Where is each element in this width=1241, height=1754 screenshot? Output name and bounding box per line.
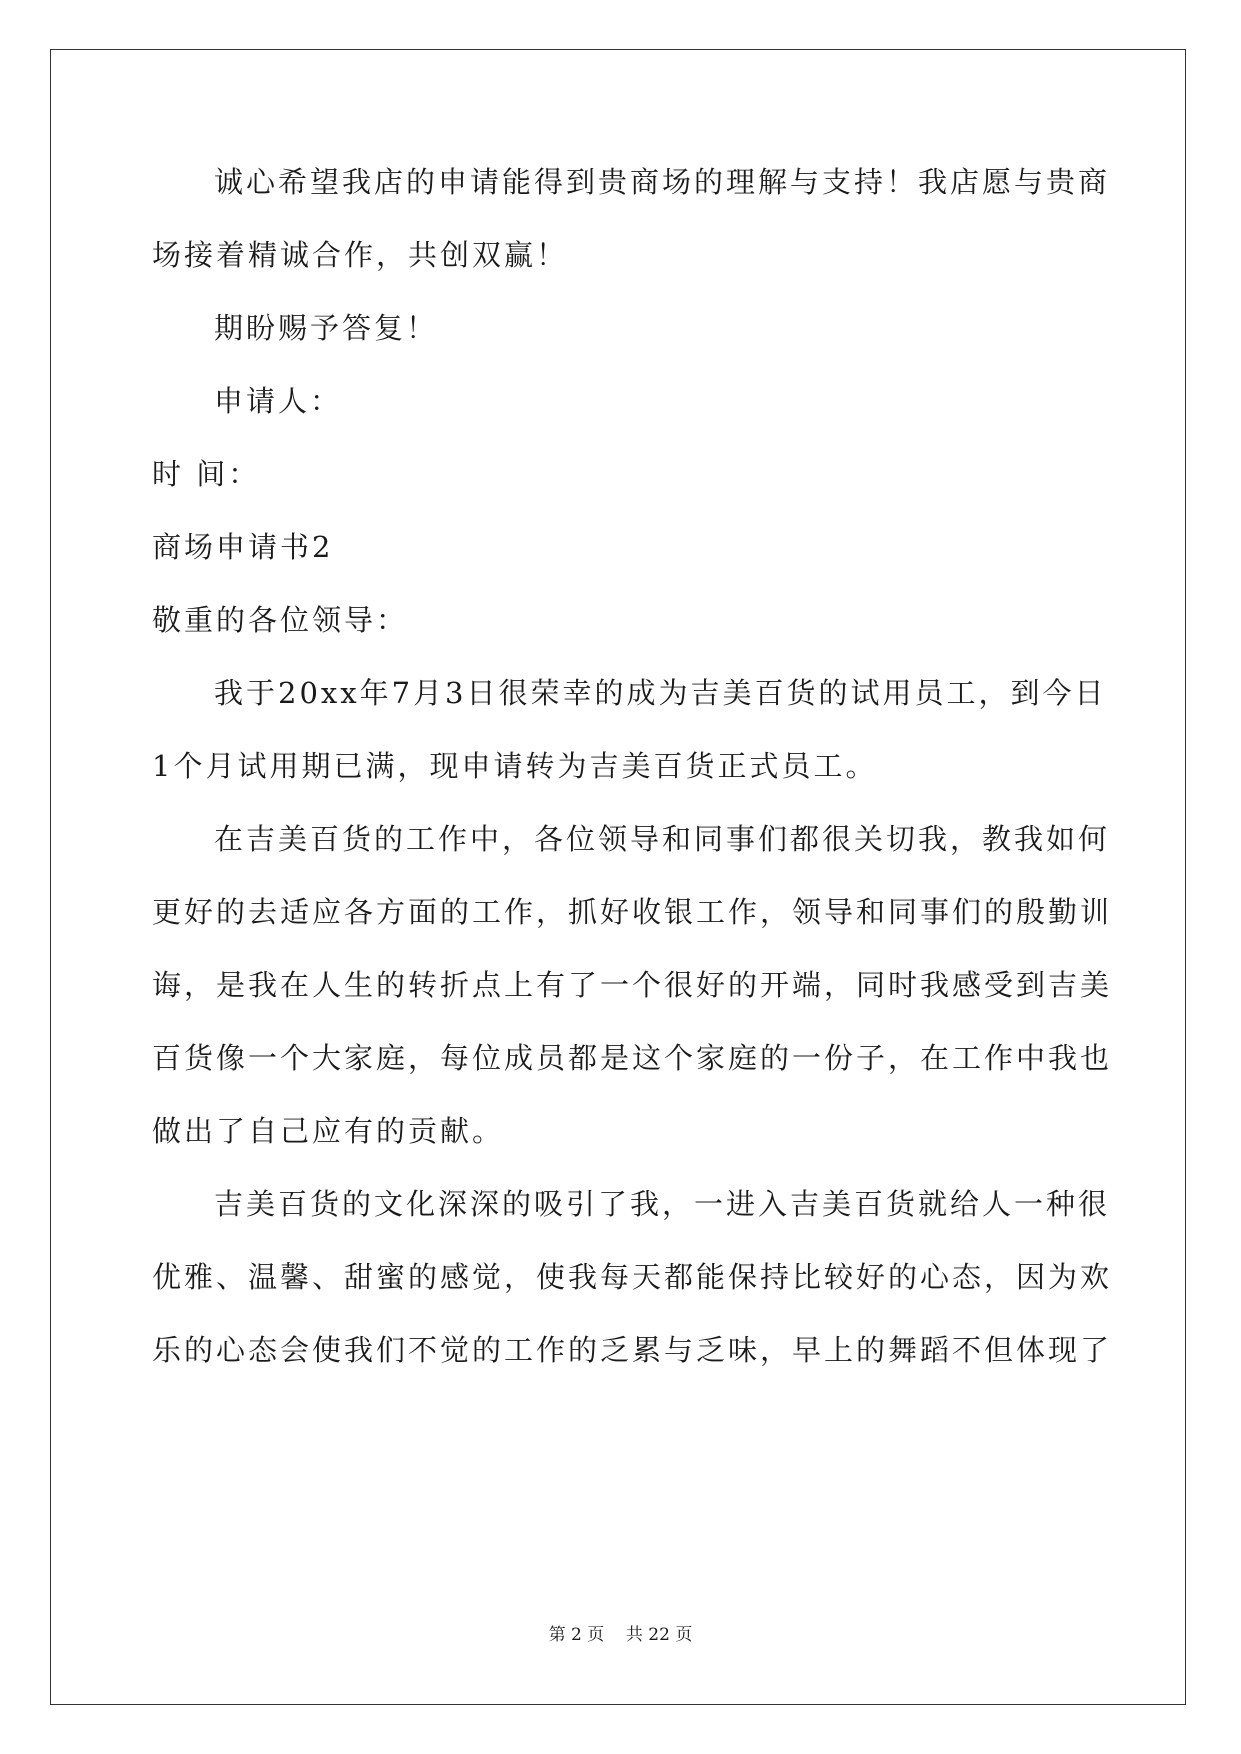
paragraph-line: 期盼赐予答复！: [214, 311, 439, 345]
paragraph-line: 吉美百货的文化深深的吸引了我，一进入吉美百货就给人一种很: [214, 1187, 1111, 1221]
paragraph-line: 场接着精诚合作，共创双赢！: [152, 238, 569, 272]
page-frame: [50, 49, 1186, 1705]
paragraph-line: 乐的心态会使我们不觉的工作的乏累与乏味，早上的舞蹈不但体现了: [152, 1333, 1113, 1367]
salutation: 敬重的各位领导：: [152, 603, 409, 637]
paragraph-line: 在吉美百货的工作中，各位领导和同事们都很关切我，教我如何: [214, 822, 1111, 856]
paragraph-line: 做出了自己应有的贡献。: [152, 1114, 505, 1148]
paragraph-line: 更好的去适应各方面的工作，抓好收银工作，领导和同事们的殷勤训: [152, 895, 1113, 929]
signature-applicant: 申请人：: [214, 384, 343, 418]
section-title: 商场申请书2: [152, 530, 334, 564]
signature-date: 时 间：: [152, 457, 261, 491]
paragraph-line: 诚心希望我店的申请能得到贵商场的理解与支持！我店愿与贵商: [214, 165, 1111, 199]
paragraph-line: 我于20xx年7月3日很荣幸的成为吉美百货的试用员工，到今日: [214, 676, 1107, 710]
page-number-footer: 第 2 页 共 22 页: [548, 1625, 693, 1645]
paragraph-line: 诲，是我在人生的转折点上有了一个很好的开端，同时我感受到吉美: [152, 968, 1113, 1002]
paragraph-line: 百货像一个大家庭，每位成员都是这个家庭的一份子，在工作中我也: [152, 1041, 1113, 1075]
paragraph-line: 1个月试用期已满，现申请转为吉美百货正式员工。: [152, 749, 878, 783]
paragraph-line: 优雅、温馨、甜蜜的感觉，使我每天都能保持比较好的心态，因为欢: [152, 1260, 1113, 1294]
